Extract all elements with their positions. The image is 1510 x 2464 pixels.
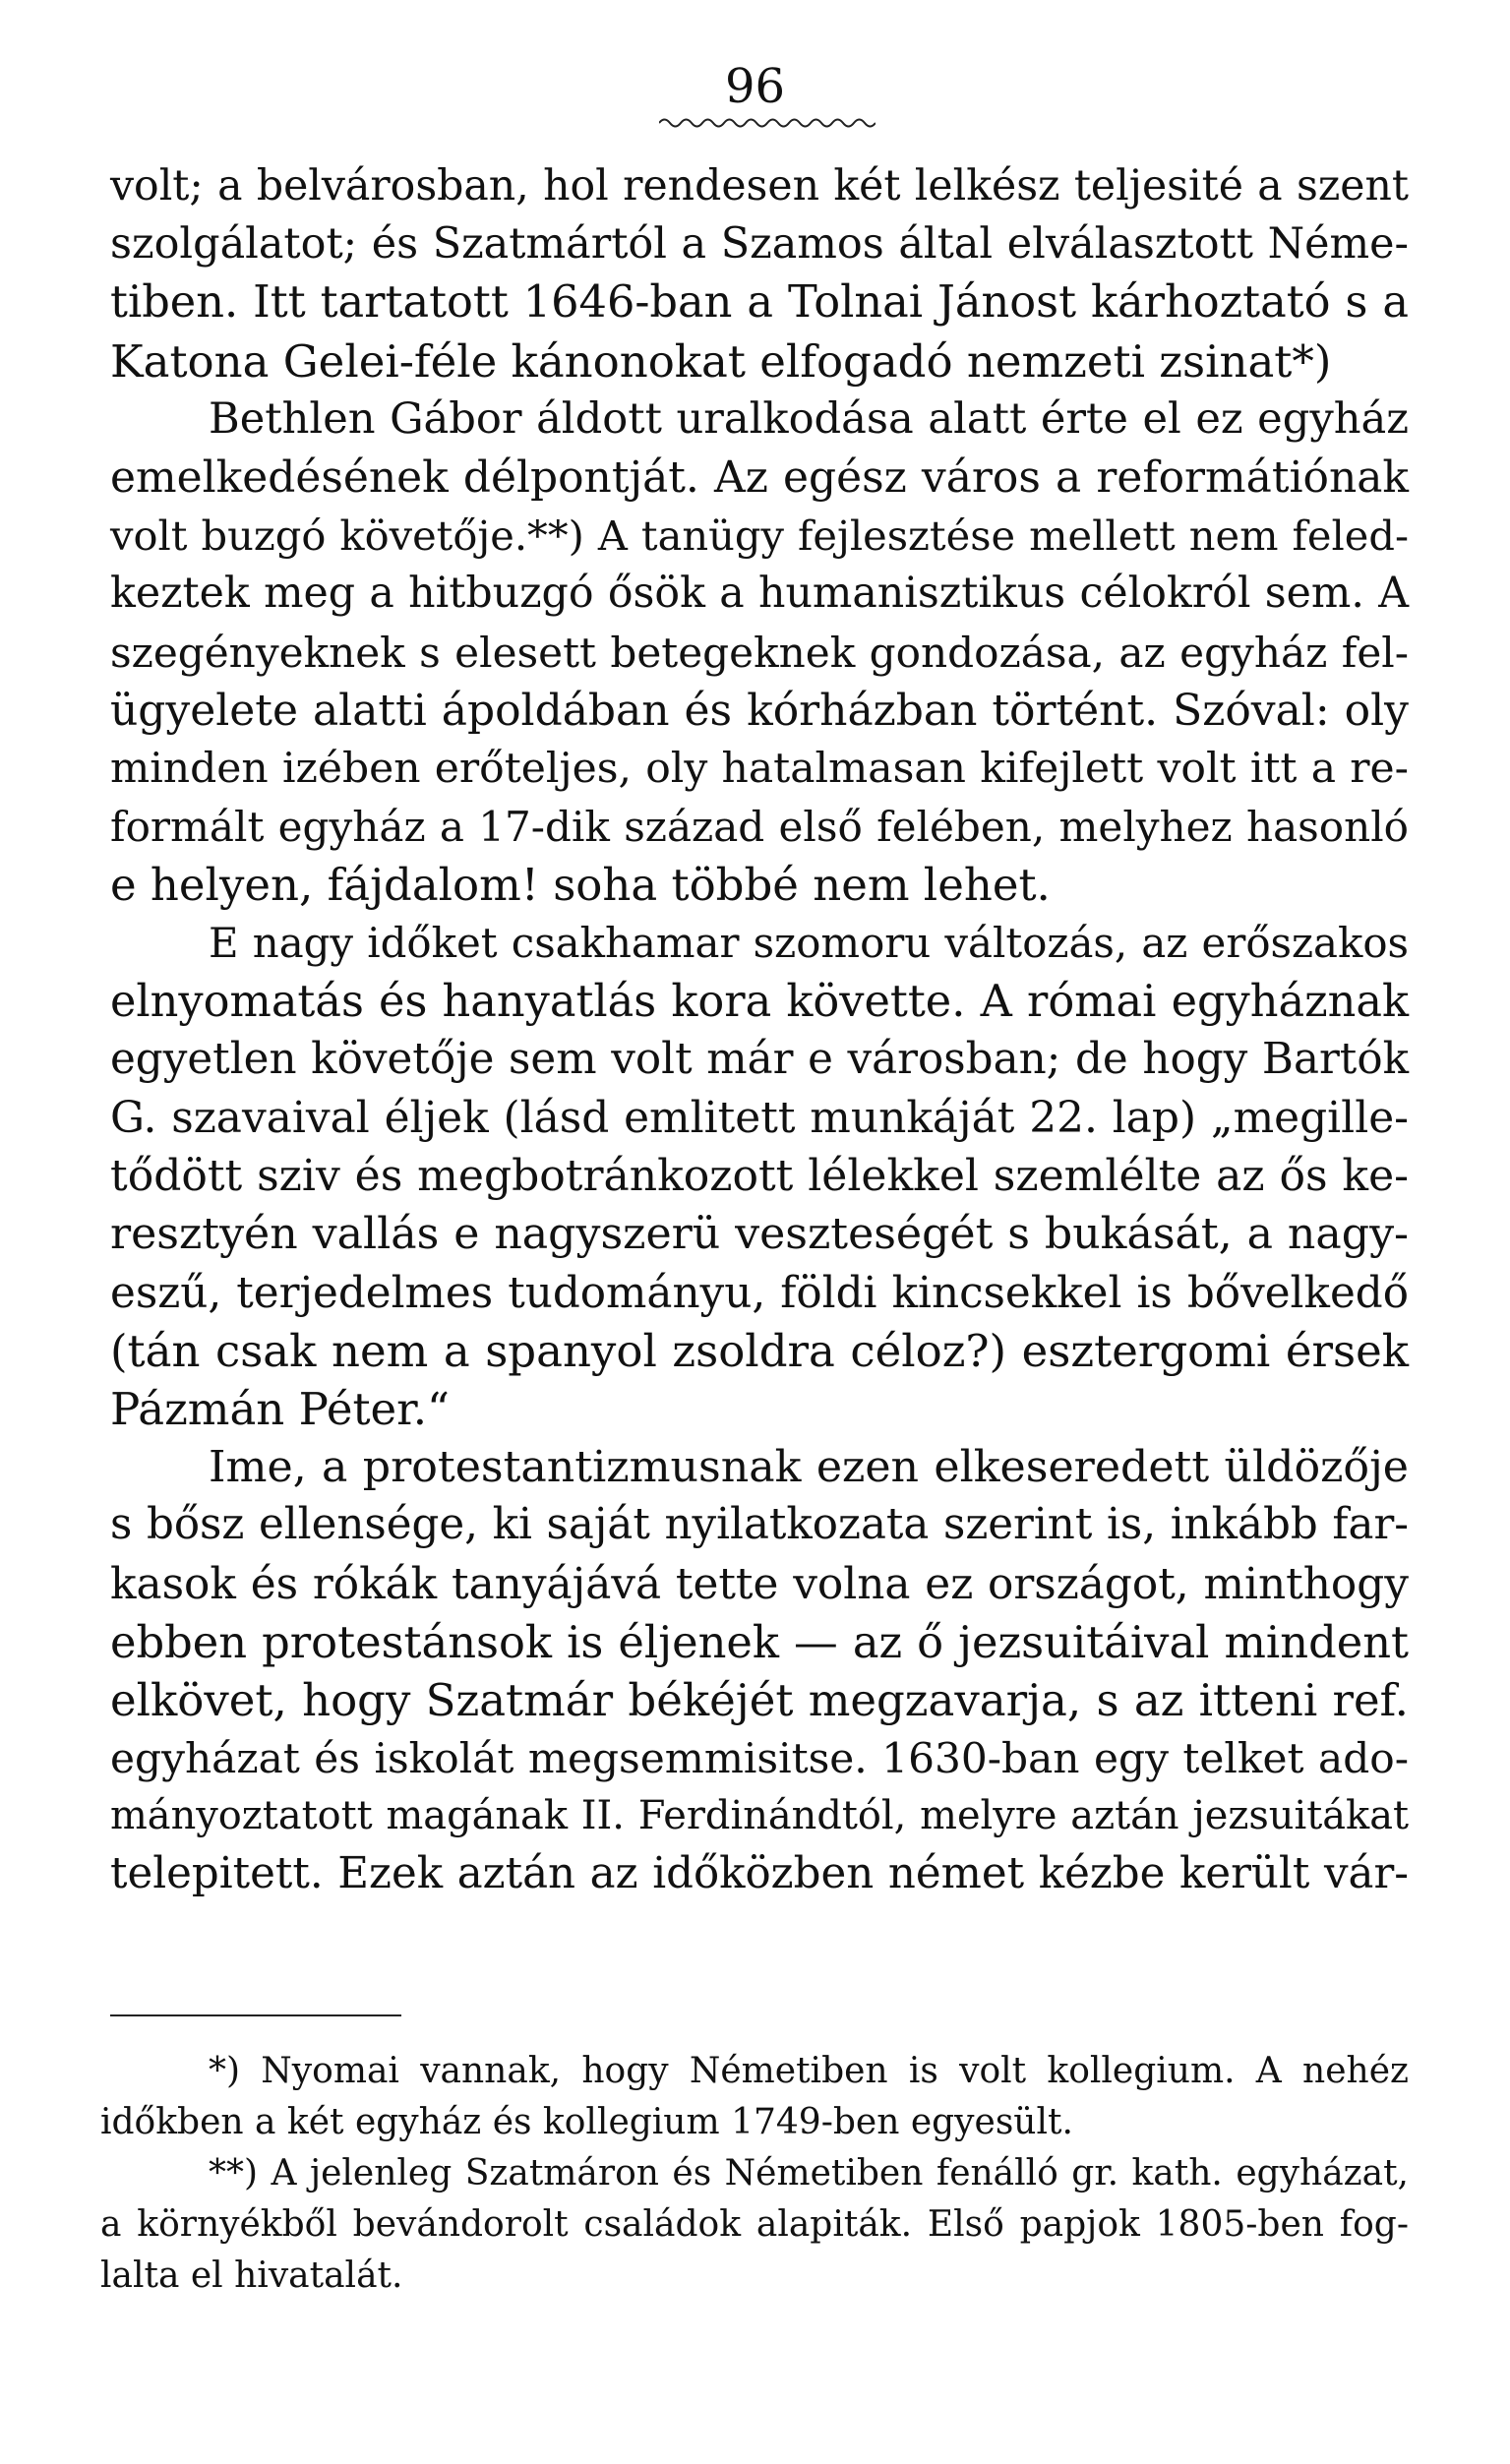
text-line: szolgálatot; és Szatmártól a Szamos által elválasztott Néme- bbox=[110, 219, 1409, 270]
footnote-separator bbox=[110, 2014, 401, 2016]
text-line: elnyomatás és hanyatlás kora követte. A római egyháznak bbox=[110, 975, 1409, 1027]
footnote-line: időkben a két egyház és kollegium 1749-ben egyesült. bbox=[100, 2102, 1073, 2142]
text-line: G. szavaival éljek (lásd emlitett munkáját 22. lap) „megille- bbox=[110, 1093, 1409, 1143]
text-line: formált egyház a 17-dik század első felében, melyhez hasonló bbox=[110, 803, 1409, 852]
text-line: (tán csak nem a spanyol zsoldra céloz?) esztergomi érsek bbox=[110, 1324, 1409, 1377]
text-line: tiben. Itt tartatott 1646-ban a Tolnai Jánost kárhoztató s a bbox=[110, 276, 1409, 329]
text-line: eszű, terjedelmes tudományu, földi kincsekkel is bővelkedő bbox=[110, 1267, 1409, 1318]
text-line: mányoztatott magának II. Ferdinándtól, melyre aztán jezsuitákat bbox=[110, 1793, 1409, 1839]
text-line: ügyelete alatti ápoldában és kórházban történt. Szóval: oly bbox=[110, 685, 1409, 736]
text-line: e helyen, fájdalom! soha többé nem lehet. bbox=[110, 859, 1051, 912]
text-line: emelkedésének délpontját. Az egész város a reformátiónak bbox=[110, 451, 1409, 503]
footnotes bbox=[100, 2046, 1409, 2302]
text-line: volt; a belvárosban, hol rendesen két lelkész teljesité a szent bbox=[110, 161, 1409, 210]
footnote-line: lalta el hivatalát. bbox=[100, 2255, 403, 2296]
text-line: Bethlen Gábor áldott uralkodása alatt érte el ez egyház bbox=[209, 393, 1409, 444]
text-line: egyházat és iskolát megsemmisitse. 1630-ban egy telket ado- bbox=[110, 1734, 1409, 1783]
text-line: Ime, a protestantizmusnak ezen elkeseredett üldözője bbox=[209, 1442, 1409, 1493]
text-line: ebben protestánsok is éljenek — az ő jezsuitáival mindent bbox=[110, 1615, 1409, 1668]
wavy-rule-ornament bbox=[659, 116, 876, 130]
text-line: tődött sziv és megbotránkozott lélekkel szemlélte az ős ke- bbox=[110, 1151, 1409, 1202]
text-line: kasok és rókák tanyájává tette volna ez országot, minthogy bbox=[110, 1558, 1409, 1609]
footnote-line: *) Nyomai vannak, hogy Németiben is volt kollegium. A nehéz bbox=[209, 2051, 1409, 2091]
text-line: minden izében erőteljes, oly hatalmasan kifejlett volt itt a re- bbox=[110, 744, 1409, 793]
text-line: volt buzgó követője.**) A tanügy fejlesztése mellett nem feled- bbox=[110, 511, 1409, 561]
text-line: telepitett. Ezek aztán az időközben német kézbe került vár- bbox=[110, 1849, 1409, 1899]
text-line: Pázmán Péter.“ bbox=[110, 1382, 451, 1435]
text-line: E nagy időket csakhamar szomoru változás, az erőszakos bbox=[209, 919, 1409, 968]
text-line: s bősz ellensége, ki saját nyilatkozata szerint is, inkább far- bbox=[110, 1500, 1409, 1550]
footnote-line: **) A jelenleg Szatmáron és Németiben fenálló gr. kath. egyházat, bbox=[209, 2153, 1409, 2194]
page-number: 96 bbox=[724, 59, 786, 114]
text-line: szegényeknek s elesett betegeknek gondozása, az egyház fel- bbox=[110, 628, 1409, 677]
body-text bbox=[110, 157, 1409, 1904]
text-line: elkövet, hogy Szatmár békéjét megzavarja, s az itteni ref. bbox=[110, 1673, 1409, 1726]
text-line: resztyén vallás e nagyszerü veszteségét s bukását, a nagy- bbox=[110, 1209, 1409, 1260]
text-line: egyetlen követője sem volt már e városban; de hogy Bartók bbox=[110, 1034, 1409, 1084]
text-line: Katona Gelei-féle kánonokat elfogadó nemzeti zsinat*) bbox=[110, 334, 1332, 388]
footnote-line: a környékből bevándorolt családok alapiták. Első papjok 1805-ben fog- bbox=[100, 2204, 1409, 2245]
text-line: keztek meg a hitbuzgó ősök a humanisztikus célokról sem. A bbox=[110, 569, 1409, 619]
